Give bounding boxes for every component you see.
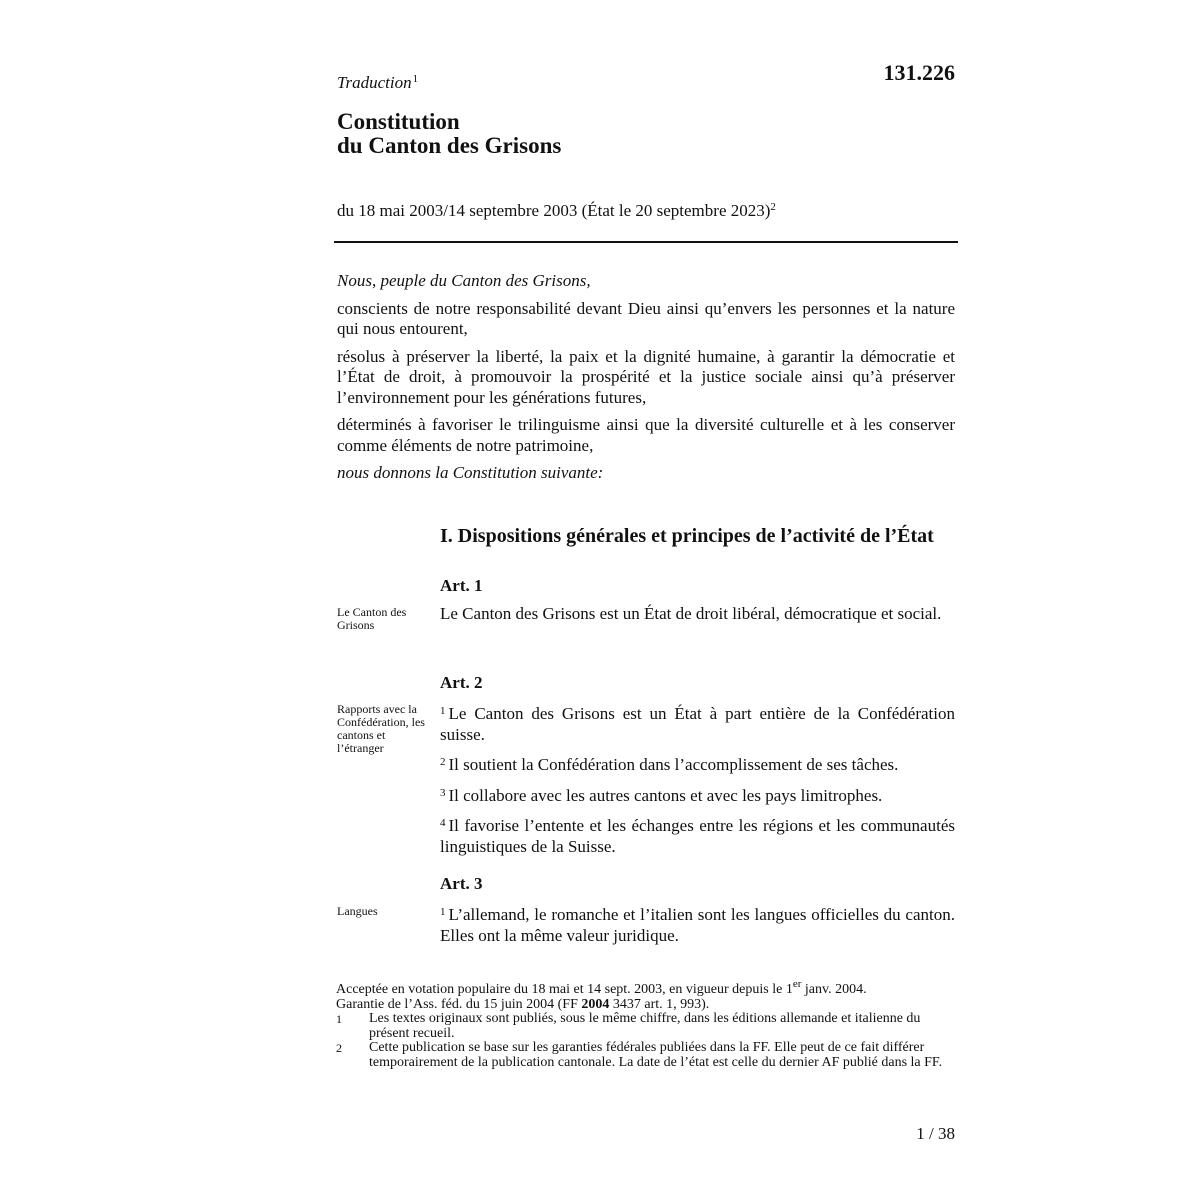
footnotes: [336, 977, 954, 1070]
article-3-paragraph-1: $^1$ L’allemand, le romanche et l’italien sont les langues officielles du canton. Elles ont la même valeur juridique.: [440, 905, 955, 945]
article-1-margin-note: Le Canton des Grisons: [337, 605, 407, 632]
preamble: [337, 271, 955, 484]
header-divider: [334, 241, 958, 243]
title-line-2: du Canton des Grisons: [337, 133, 562, 158]
guarantee-note: Garantie de l’Ass. féd. du 15 juin 2004 (FF 2004 3437 art. 1, 993).: [336, 996, 710, 1012]
preamble-paragraph-1: conscients de notre responsabilité devant Dieu ainsi qu’envers les personnes et la nature qui nous entourent,: [337, 298, 955, 338]
document-date: du 18 mai 2003/14 septembre 2003 (État le 20 septembre 2023)$^2$: [337, 201, 776, 220]
article-2-body: [440, 701, 955, 864]
article-2-paragraph-1: $^1$ Le Canton des Grisons est un État à part entière de la Confédération suisse.: [440, 704, 955, 744]
article-1-heading: Art. 1: [440, 576, 483, 595]
acceptance-note: Acceptée en votation populaire du 18 mai et 14 sept. 2003, en vigueur depuis le 1er janv. 2004.: [336, 978, 867, 997]
article-1-body: [440, 604, 955, 632]
footnote-1: 1 Les textes originaux sont publiés, sous le même chiffre, dans les éditions allemande et italienne du présent recueil.: [336, 1011, 921, 1041]
document-number: 131.226: [883, 60, 955, 85]
preamble-intro: Nous, peuple du Canton des Grisons,: [337, 271, 591, 290]
article-2-paragraph-3: $^3$ Il collabore avec les autres cantons et avec les pays limitrophes.: [440, 785, 883, 805]
article-2-paragraph-2: $^2$ Il soutient la Confédération dans l’accomplissement de ses tâches.: [440, 755, 899, 774]
document-title: [337, 110, 561, 158]
footnote-2: 2 Cette publication se base sur les garanties fédérales publiées dans la FF. Elle peut de ce fait différer temporairement de la publication cantonale. La date de l’état est celle du dernier AF publié dans la FF.: [336, 1040, 943, 1070]
article-3-heading: Art. 3: [440, 874, 483, 893]
article-2-margin-note: Rapports avec la Confédération, les cantons et l’étranger: [337, 702, 425, 755]
article-3-margin-note: Langues: [337, 904, 378, 918]
article-1-text: Le Canton des Grisons est un État de droit libéral, démocratique et social.: [440, 604, 942, 623]
page-number: 1 / 38: [916, 1124, 955, 1143]
chapter-heading: I. Dispositions générales et principes de l’activité de l’État: [440, 525, 934, 547]
article-2-paragraph-4: $^4$ Il favorise l’entente et les échanges entre les régions et les communautés linguistiques de la Suisse.: [440, 816, 955, 856]
footnote-ref-2: 2: [770, 201, 776, 213]
preamble-outro: nous donnons la Constitution suivante:: [337, 463, 604, 482]
preamble-paragraph-3: déterminés à favoriser le trilinguisme ainsi que la diversité culturelle et à les conserver comme éléments de notre patrimoine,: [337, 415, 955, 455]
footnote-ref-1: 1: [412, 73, 419, 85]
translation-label: Traduction$^1$: [337, 73, 419, 92]
article-2-heading: Art. 2: [440, 673, 483, 692]
title-line-1: Constitution: [337, 109, 460, 134]
preamble-paragraph-2: résolus à préserver la liberté, la paix et la dignité humaine, à garantir la démocratie et l’État de droit, à promouvoir la prospérité et la justice sociale ainsi qu’à préserver l’environnement pour les générations futures,: [337, 346, 955, 407]
article-3-body: [440, 902, 955, 953]
